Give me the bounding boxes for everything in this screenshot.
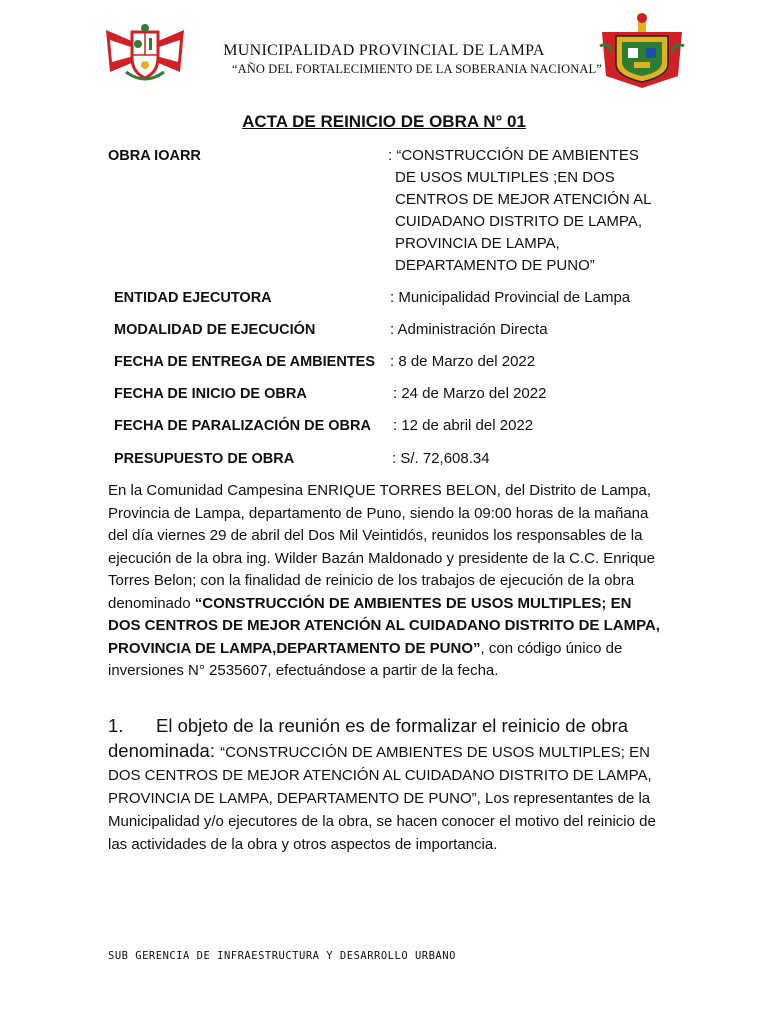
paragraph-lead: El objeto de la reunión es de formalizar el reinicio de obra denominada: [108, 715, 629, 761]
lampa-shield-icon [598, 12, 686, 90]
field-label: FECHA DE PARALIZACIÓN DE OBRA [114, 418, 371, 434]
field-value-line: : “CONSTRUCCIÓN DE AMBIENTES [388, 147, 639, 164]
header-title: MUNICIPALIDAD PROVINCIAL DE LAMPA [223, 42, 545, 59]
field-value: : 24 de Marzo del 2022 [393, 385, 547, 402]
numbered-paragraph [108, 714, 678, 856]
field-value-line: DEPARTAMENTO DE PUNO” [395, 257, 595, 274]
field-value: : 8 de Marzo del 2022 [390, 353, 536, 370]
field-label: PRESUPUESTO DE OBRA [114, 451, 295, 467]
body-paragraph [108, 480, 664, 683]
field-value-line: CUIDADANO DISTRITO DE LAMPA, [395, 213, 642, 230]
field-label: FECHA DE ENTREGA DE AMBIENTES [114, 354, 376, 370]
field-label: FECHA DE INICIO DE OBRA [114, 386, 307, 402]
field-value-line: DE USOS MULTIPLES ;EN DOS [395, 169, 615, 186]
paragraph-outro: , con código único de inversiones N° 2535607, efectuándose a partir de la fecha. [108, 639, 623, 679]
paragraph-bold-project-name: “CONSTRUCCIÓN DE AMBIENTES DE USOS MULTIPLES; EN DOS CENTROS DE MEJOR ATENCIÓN AL CUIDADANO DISTRITO DE LAMPA, PROVINCIA DE LAMPA,DEPARTAMENTO DE PUNO” [108, 594, 660, 657]
field-label: MODALIDAD DE EJECUCIÓN [114, 322, 316, 338]
paragraph-intro: En la Comunidad Campesina ENRIQUE TORRES BELON, del Distrito de Lampa, Provincia de Lampa, departamento de Puno, siendo la 09:00 horas de la mañana del día viernes 29 de abril del Dos Mil Veintidós, reunidos los responsables de la ejecución de la obra ing. Wilder Bazán Maldonado y presidente de la C.C. Enrique Torres Belon; con la finalidad de reinicio de los trabajos de ejecución de la obra denominado [108, 482, 655, 612]
page-footer: SUB GERENCIA DE INFRAESTRUCTURA Y DESARROLLO URBANO [108, 950, 456, 962]
list-number: 1. [108, 715, 124, 736]
field-value: : 12 de abril del 2022 [393, 417, 534, 434]
field-value: : Municipalidad Provincial de Lampa [390, 289, 631, 306]
field-label: OBRA IOARR [108, 148, 201, 164]
paragraph-rest: “CONSTRUCCIÓN DE AMBIENTES DE USOS MULTIPLES; EN DOS CENTROS DE MEJOR ATENCIÓN AL CUIDADANO DISTRITO DE LAMPA, PROVINCIA DE LAMPA, DEPARTAMENTO DE PUNO”, Los representantes de la Municipalidad y/o ejecutores de la obra, se hacen conocer el motivo del reinicio de las actividades de la obra y otros aspectos de importancia. [108, 744, 656, 853]
field-value-line: CENTROS DE MEJOR ATENCIÓN AL [395, 191, 652, 208]
field-label: ENTIDAD EJECUTORA [114, 290, 272, 306]
field-value: : Administración Directa [390, 321, 548, 338]
header-subtitle: “AÑO DEL FORTALECIMIENTO DE LA SOBERANIA NACIONAL” [232, 62, 602, 76]
document-title: ACTA DE REINICIO DE OBRA N° 01 [242, 112, 526, 131]
field-value: : S/. 72,608.34 [392, 450, 490, 467]
field-value-line: PROVINCIA DE LAMPA, [395, 235, 560, 252]
